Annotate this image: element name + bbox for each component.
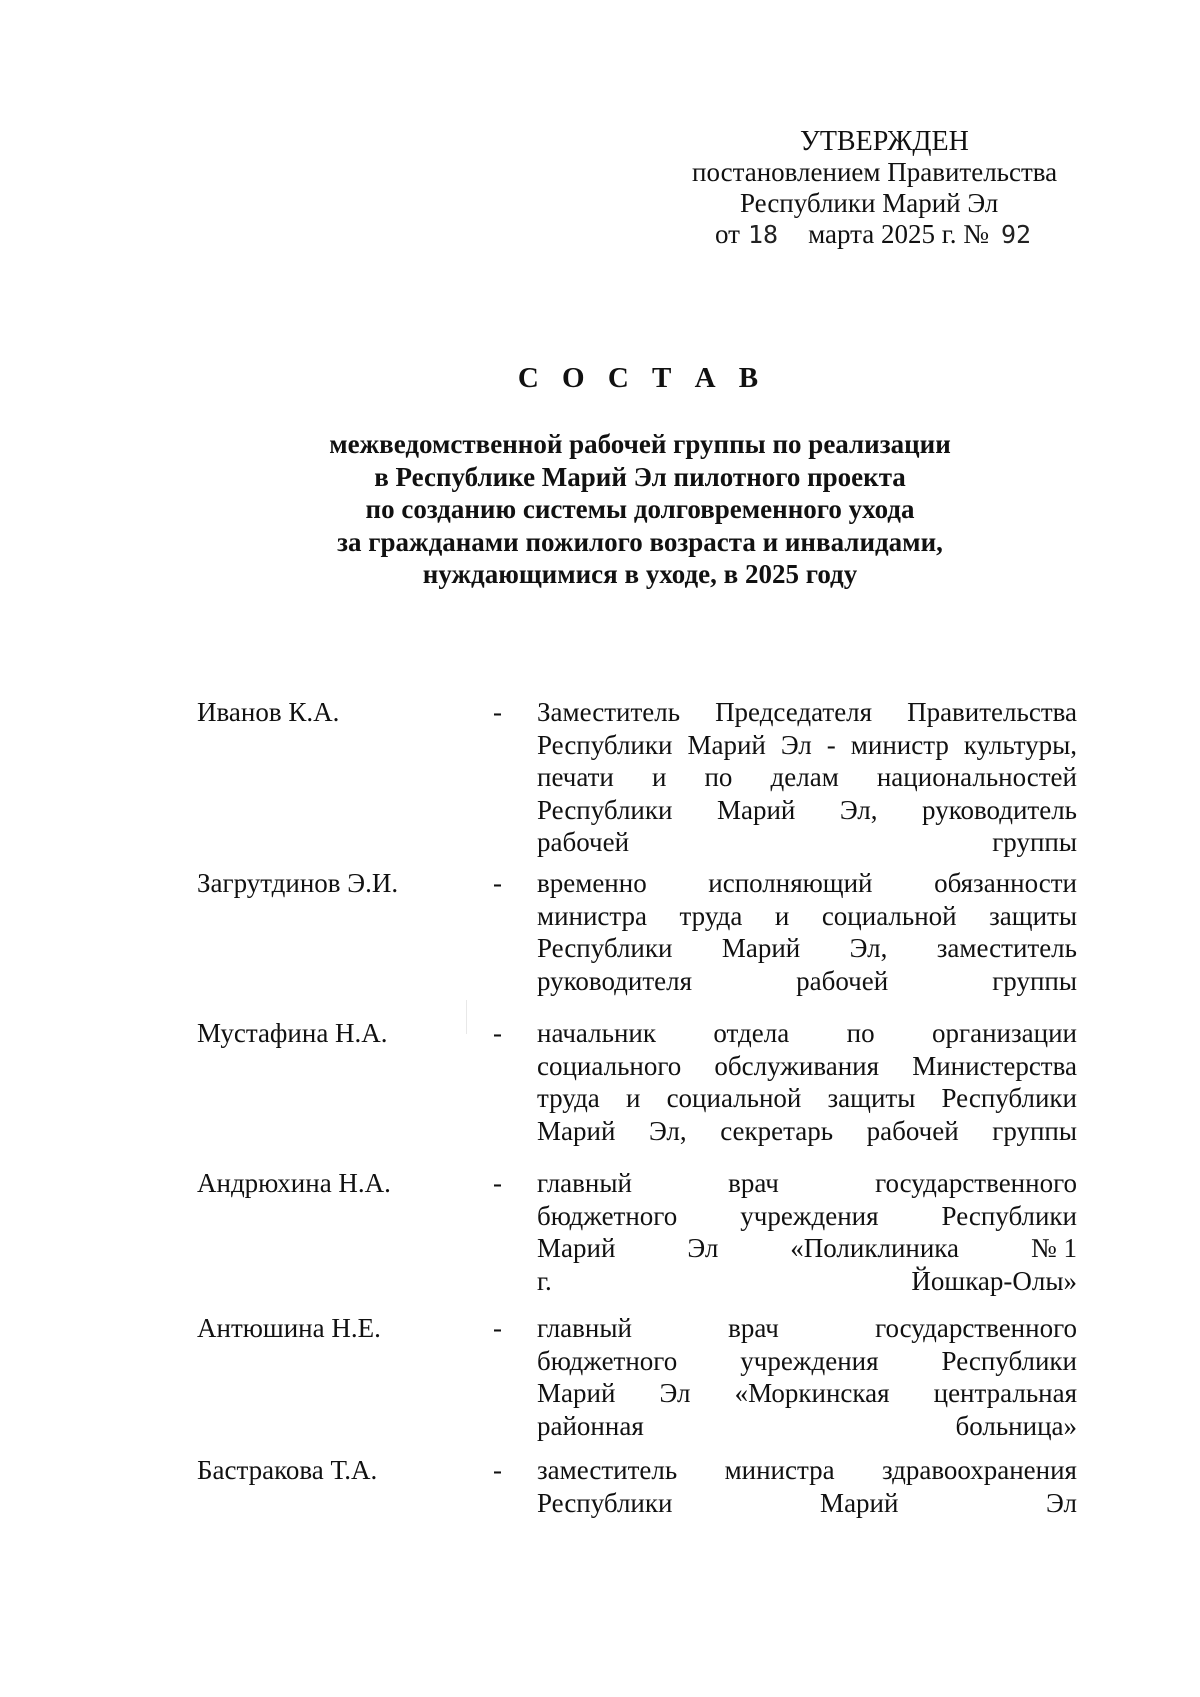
subtitle-line: в Республике Марий Эл пилотного проекта xyxy=(374,461,906,492)
role-line xyxy=(537,794,1077,827)
role-word: защиты xyxy=(989,900,1077,931)
role-word: районная больница» xyxy=(537,1410,1077,1441)
role-word: «Поликлиника xyxy=(790,1233,959,1263)
role-word: рабочей группы xyxy=(537,827,1077,857)
role-line xyxy=(537,867,1077,900)
approval-date-line xyxy=(640,219,1080,250)
approval-month-year: марта 2025 г. № xyxy=(808,219,989,249)
role-word: Марий Эл, секретарь рабочей группы xyxy=(537,1115,1077,1146)
role-word: учреждения xyxy=(740,1200,879,1231)
role-word: главный xyxy=(537,1313,632,1343)
role-line xyxy=(537,1345,1077,1378)
role-word: Марий xyxy=(721,933,801,963)
role-word: руководителя рабочей группы xyxy=(537,965,1077,996)
member-name: Мустафина Н.А. xyxy=(197,1018,388,1048)
member-dash: - xyxy=(493,1455,502,1485)
member-role xyxy=(537,1454,1077,1519)
role-word: Республики xyxy=(941,1083,1077,1113)
role-line xyxy=(537,826,1077,859)
member-name: Загрутдинов Э.И. xyxy=(197,868,399,898)
role-line xyxy=(537,1487,1077,1520)
approval-line-2: постановлением Правительства xyxy=(692,157,1058,187)
role-word: Эл xyxy=(687,1233,719,1263)
role-word: заместитель xyxy=(537,1455,678,1485)
member-dash: - xyxy=(493,1168,502,1198)
member-row xyxy=(197,1312,1077,1442)
member-dash: - xyxy=(493,868,502,898)
subtitle-line: межведомственной рабочей группы по реализации xyxy=(329,429,951,459)
role-word: социального xyxy=(537,1050,682,1081)
role-word: Республики xyxy=(537,794,673,825)
member-role xyxy=(537,1167,1077,1297)
approval-number: 92 xyxy=(1001,220,1032,249)
role-word: и xyxy=(625,1083,641,1113)
member-name: Андрюхина Н.А. xyxy=(197,1168,391,1198)
role-word: культуры, xyxy=(963,729,1077,760)
approval-title: УТВЕРЖДЕН xyxy=(800,126,969,157)
role-line xyxy=(537,1082,1077,1115)
role-word: труда xyxy=(679,900,743,931)
role-word: министра xyxy=(724,1455,835,1485)
role-word: национальностей xyxy=(876,762,1077,792)
role-word: здравоохранения xyxy=(881,1455,1077,1485)
role-word: Республики Марий Эл xyxy=(537,1487,1077,1518)
role-line xyxy=(537,1454,1077,1487)
role-line xyxy=(537,1017,1077,1050)
member-row xyxy=(197,1167,1077,1297)
role-word: исполняющий xyxy=(708,868,873,898)
role-word: обслуживания xyxy=(714,1050,880,1081)
role-line xyxy=(537,1167,1077,1200)
role-word: врач xyxy=(728,1313,779,1343)
role-word: заместитель xyxy=(936,933,1077,963)
role-word: министра xyxy=(537,900,648,931)
role-word: бюджетного xyxy=(537,1200,678,1231)
member-row xyxy=(197,1017,1077,1147)
role-word: труда xyxy=(537,1083,600,1113)
role-word: «Моркинская xyxy=(734,1378,890,1408)
role-line xyxy=(537,1232,1077,1265)
member-role xyxy=(537,1017,1077,1147)
member-row xyxy=(197,1454,1077,1519)
member-dash: - xyxy=(493,1313,502,1343)
role-line xyxy=(537,1200,1077,1233)
role-word: Республики xyxy=(941,1200,1077,1231)
role-line xyxy=(537,1265,1077,1298)
role-word: социальной xyxy=(666,1083,802,1113)
member-row xyxy=(197,867,1077,997)
role-word: - xyxy=(826,729,836,760)
role-word: отдела xyxy=(713,1018,790,1048)
role-word: г. Йошкар-Олы» xyxy=(537,1265,1077,1296)
role-word: руководитель xyxy=(922,794,1077,825)
role-word: Марий xyxy=(537,1378,616,1408)
role-word: Марий xyxy=(716,794,796,825)
role-word: Эл, xyxy=(839,794,878,825)
member-role xyxy=(537,696,1077,859)
role-word: Эл xyxy=(780,729,812,760)
role-word: Марий xyxy=(687,729,766,760)
role-line xyxy=(537,932,1077,965)
role-line xyxy=(537,729,1077,762)
role-word: по xyxy=(846,1018,875,1048)
subtitle-line: нуждающимися в уходе, в 2025 году xyxy=(422,559,858,589)
approval-from: от xyxy=(715,219,740,249)
member-name: Иванов К.А. xyxy=(197,697,340,727)
role-word: Заместитель xyxy=(537,697,681,727)
scan-mark xyxy=(466,1000,467,1034)
role-word: по xyxy=(704,762,733,792)
role-word: и xyxy=(651,762,667,792)
role-word: Республики xyxy=(537,933,673,963)
role-word: бюджетного xyxy=(537,1345,678,1376)
role-word: Эл xyxy=(659,1378,691,1408)
role-word: Республики xyxy=(537,729,673,760)
role-line xyxy=(537,1377,1077,1410)
role-word: № 1 xyxy=(1030,1233,1077,1263)
role-word: организации xyxy=(932,1018,1077,1048)
subtitle-line: по созданию системы долговременного ухода xyxy=(365,494,915,524)
role-word: учреждения xyxy=(740,1345,879,1376)
approval-day: 18 xyxy=(747,220,779,249)
role-word: делам xyxy=(770,762,839,792)
approval-stamp xyxy=(640,126,1080,250)
role-line xyxy=(537,965,1077,998)
role-word: и xyxy=(774,900,790,931)
approval-line-3: Республики Марий Эл xyxy=(740,188,999,218)
role-word: главный xyxy=(537,1168,632,1198)
member-name: Бастракова Т.А. xyxy=(197,1455,378,1485)
role-word: печати xyxy=(537,762,614,792)
role-word: Министерства xyxy=(912,1050,1077,1081)
role-word: государственного xyxy=(875,1168,1077,1198)
member-role xyxy=(537,867,1077,997)
role-word: государственного xyxy=(875,1313,1077,1343)
role-line xyxy=(537,1312,1077,1345)
role-line xyxy=(537,696,1077,729)
role-word: начальник xyxy=(537,1018,656,1048)
role-line xyxy=(537,761,1077,794)
document-subtitle xyxy=(0,428,1200,591)
role-word: социальной xyxy=(821,900,957,931)
role-word: центральная xyxy=(933,1378,1077,1408)
role-word: защиты xyxy=(827,1083,916,1113)
member-name: Антюшина Н.Е. xyxy=(197,1313,381,1343)
member-dash: - xyxy=(493,1018,502,1048)
member-dash: - xyxy=(493,697,502,727)
role-line xyxy=(537,900,1077,933)
role-word: Председателя xyxy=(715,697,873,727)
role-line xyxy=(537,1050,1077,1083)
member-row xyxy=(197,696,1077,859)
role-word: врач xyxy=(728,1168,779,1198)
role-line xyxy=(537,1410,1077,1443)
role-word: министр xyxy=(850,729,949,760)
role-word: временно xyxy=(537,868,647,898)
role-word: Эл, xyxy=(849,933,888,963)
document-heading: С О С Т А В xyxy=(517,362,767,394)
subtitle-line: за гражданами пожилого возраста и инвалидами, xyxy=(337,526,943,557)
role-word: Правительства xyxy=(907,697,1077,727)
role-word: Республики xyxy=(941,1345,1077,1376)
role-word: Марий xyxy=(537,1233,616,1263)
member-role xyxy=(537,1312,1077,1442)
role-word: обязанности xyxy=(934,868,1077,898)
role-line xyxy=(537,1115,1077,1148)
